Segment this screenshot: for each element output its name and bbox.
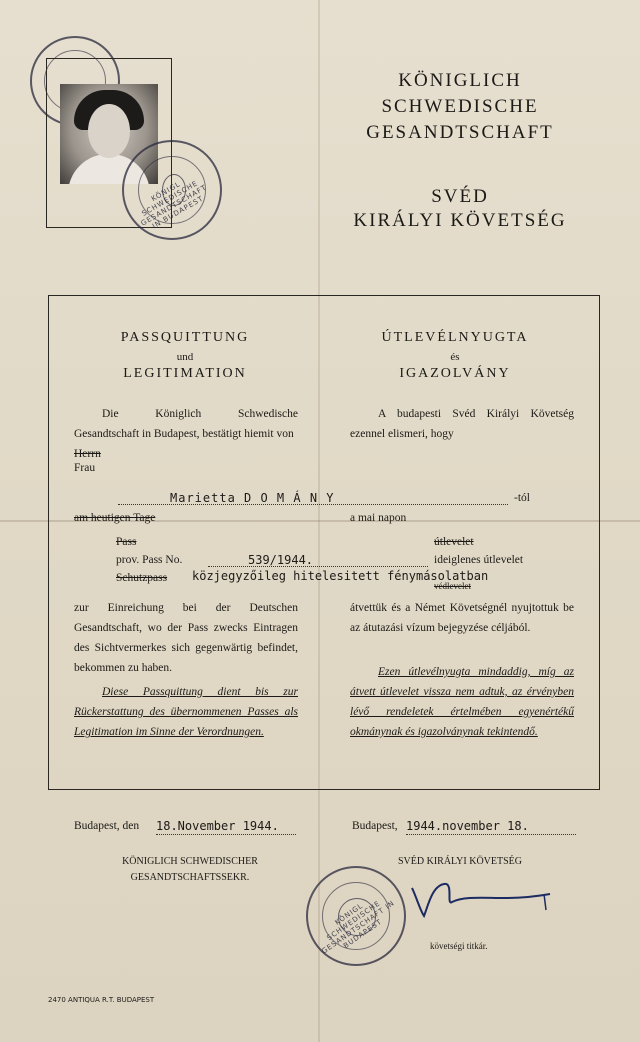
stamp-text-photo: KÖNIGL SCHWEDISCHE GESANDTSCHAFT IN BUDAPEST bbox=[139, 179, 209, 231]
schutzpass-struck: Schutzpass bbox=[116, 572, 168, 584]
vedlevelet-struck: védlevelet bbox=[434, 581, 471, 591]
right-place: Budapest, bbox=[352, 820, 398, 832]
right-title-es: és bbox=[450, 351, 460, 363]
left-note: Diese Passquittung dient bis zur Rückerstattung des übernommenen Passes als Legitimation im Sinne der Verordnungen. bbox=[74, 686, 298, 738]
header-de-line1: KÖNIGLICH bbox=[398, 70, 522, 91]
header-de-line3: GESANDTSCHAFT bbox=[366, 122, 554, 143]
right-intro: A budapesti Svéd Királyi Követség ezennel elismeri, hogy bbox=[350, 408, 574, 440]
stamp-text-bottom: KÖNIGL SCHWEDISCHE GESANDTSCHAFT IN BUDAPEST bbox=[320, 898, 397, 956]
embassy-stamp-bottom bbox=[306, 866, 406, 966]
frau-label: Frau bbox=[74, 462, 96, 474]
filled-name: Marietta D O M Á N Y bbox=[170, 491, 335, 505]
signature bbox=[404, 876, 554, 926]
printer-imprint: 2470 ANTIQUA R.T. BUDAPEST bbox=[48, 996, 155, 1004]
secretary-label: követségi titkár. bbox=[430, 941, 488, 951]
utlevelet-struck: útlevelet bbox=[434, 536, 474, 548]
left-title-und: und bbox=[176, 351, 194, 363]
header-hu-line2: KIRÁLYI KÖVETSÉG bbox=[353, 210, 567, 231]
am-heutigen-tage: am heutigen Tage bbox=[74, 512, 156, 524]
left-title1: PASSQUITTUNG bbox=[120, 330, 250, 345]
left-org2: GESANDTSCHAFTSSEKR. bbox=[130, 872, 250, 883]
right-title1: ÚTLEVÉLNYUGTA bbox=[381, 330, 529, 345]
embassy-stamp-photo bbox=[122, 140, 222, 240]
left-intro: Die Königlich Schwedische Gesandtschaft in Budapest, bestätigt hiemit von bbox=[74, 408, 298, 440]
tol-suffix: -tól bbox=[514, 492, 530, 504]
left-org1: KÖNIGLICH SCHWEDISCHER bbox=[122, 856, 258, 867]
pass-struck: Pass bbox=[116, 536, 137, 548]
herrn-struck: Herrn bbox=[74, 448, 101, 460]
right-purpose: átvettük és a Német Követségnél nyujtottuk be az átutazási vízum bejegyzése céljából. bbox=[350, 602, 574, 634]
notarized-note: közjegyzőileg hitelesitett fénymásolatban bbox=[192, 569, 489, 583]
left-title2: LEGITIMATION bbox=[123, 366, 247, 381]
pass-number: 539/1944. bbox=[248, 553, 314, 567]
right-note: Ezen útlevélnyugta mindaddig, míg az átvett útlevelet vissza nem adtuk, az érvényben lévő rendeletek értelmében egyenértékű okmánynak és igazolványnak tekintendő. bbox=[350, 666, 574, 738]
left-place: Budapest, den bbox=[74, 820, 140, 832]
left-purpose: zur Einreichung bei der Deutschen Gesandtschaft, wo der Pass zwecks Eintragen des Sichtvermerkes sich gegenwärtig befindet, bekommen zu haben. bbox=[74, 602, 298, 674]
header-de-line2: SCHWEDISCHE bbox=[381, 96, 539, 117]
right-title2: IGAZOLVÁNY bbox=[399, 366, 511, 381]
mai-napon: a mai napon bbox=[350, 512, 407, 524]
prov-pass-label: prov. Pass No. bbox=[116, 554, 183, 566]
header-hu-line1: SVÉD bbox=[431, 186, 489, 207]
left-date: 18.November 1944. bbox=[156, 819, 279, 833]
right-date: 1944.november 18. bbox=[406, 819, 529, 833]
ideiglenes-label: ideiglenes útlevelet bbox=[434, 554, 524, 566]
right-org: SVÉD KIRÁLYI KÖVETSÉG bbox=[398, 856, 522, 867]
